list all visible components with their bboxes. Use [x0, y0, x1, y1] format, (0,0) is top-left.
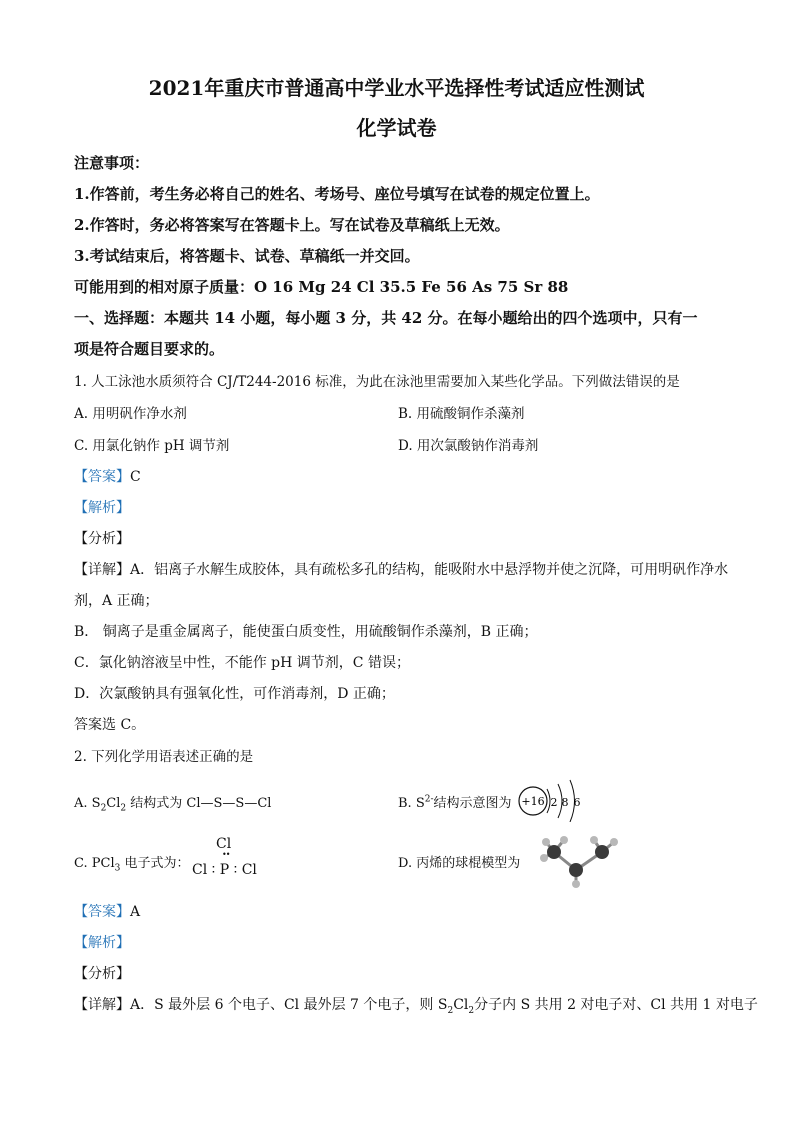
- q1-detail-line: 【详解】A．铝离子水解生成胶体，具有疏松多孔的结构，能吸附水中悬浮物并使之沉降，可用明矾作净水: [74, 562, 729, 578]
- q1-stem: 1. 人工泳池水质须符合 CJ/T244-2016 标准，为此在泳池里需要加入某些化学品。下列做法错误的是: [74, 374, 680, 390]
- q1-option-d: D. 用次氯酸钠作消毒剂: [398, 438, 539, 454]
- propene-ball-stick-model: [540, 832, 620, 888]
- q2-b-text: B. S: [398, 796, 425, 811]
- q2-fenxi: 【分析】: [74, 966, 130, 982]
- pcl3-row: Cl ∶ P ∶ Cl: [192, 862, 257, 878]
- answer-tag: 【答案】: [74, 904, 130, 920]
- carbon-atom: [595, 845, 609, 859]
- q2-a-text: A. S: [74, 796, 101, 811]
- hydrogen-atom: [560, 836, 568, 844]
- section-heading-cont: 项是符合题目要求的。: [74, 340, 225, 358]
- pcl3-top-cl: Cl: [216, 836, 232, 852]
- q1-option-a: A. 用明矾作净水剂: [74, 406, 187, 422]
- carbon-atom: [547, 845, 561, 859]
- q2-option-c: [74, 852, 189, 874]
- q2-detail-line: [74, 994, 758, 1016]
- q1-option-c: C. 用氯化钠作 pH 调节剂: [74, 438, 230, 454]
- shell-electron-count: 8: [561, 796, 569, 809]
- q1-answer: [74, 466, 141, 486]
- section-heading: 一、选择题：本题共 14 小题，每小题 3 分，共 42 分。在每小题给出的四个选项中，只有一: [74, 309, 698, 327]
- q1-detail-line: C．氯化钠溶液呈中性，不能作 pH 调节剂，C 错误；: [74, 655, 410, 671]
- hydrogen-atom: [542, 838, 550, 846]
- q2-b-text: 结构示意图为: [433, 796, 512, 811]
- notice-item: 2.作答时，务必将答案写在答题卡上。写在试卷及草稿纸上无效。: [74, 216, 510, 234]
- hydrogen-atom: [540, 854, 548, 862]
- q2-detail-text: Cl: [453, 997, 469, 1013]
- nucleus-charge: +16: [521, 795, 545, 808]
- hydrogen-atom: [590, 836, 598, 844]
- notice-heading: 注意事项：: [74, 154, 150, 172]
- q2-c-sub: 3: [114, 863, 121, 874]
- notice-item: 3.考试结束后，将答题卡、试卷、草稿纸一并交回。: [74, 247, 420, 265]
- q1-detail-line: D．次氯酸钠具有强氧化性，可作消毒剂，D 正确；: [74, 686, 395, 702]
- hydrogen-atom: [572, 880, 580, 888]
- q1-detail-line: 答案选 C。: [74, 717, 146, 733]
- sulfur-ion-structure-diagram: [516, 776, 588, 822]
- pcl3-dots: ••: [222, 850, 230, 859]
- shell-electron-count: 6: [573, 796, 581, 809]
- answer-value: C: [130, 469, 141, 485]
- page-subtitle: 化学试卷: [356, 116, 437, 140]
- q2-detail-sub: 2: [447, 1005, 454, 1016]
- q2-option-a: [74, 792, 271, 814]
- q1-detail-line: B． 铜离子是重金属离子，能使蛋白质变性，用硫酸铜作杀藻剂，B 正确；: [74, 624, 538, 640]
- q1-detail-line: 剂，A 正确；: [74, 593, 159, 609]
- q1-jiexi-tag: 【解析】: [74, 500, 130, 516]
- q2-jiexi-tag: 【解析】: [74, 935, 130, 951]
- shell-electron-count: 2: [550, 796, 558, 809]
- q2-answer: [74, 901, 140, 921]
- q2-detail-sub: 2: [468, 1005, 475, 1016]
- notice-item: 1.作答前，考生务必将自己的姓名、考场号、座位号填写在试卷的规定位置上。: [74, 185, 600, 203]
- answer-tag: 【答案】: [74, 469, 130, 485]
- answer-value: A: [130, 904, 141, 920]
- q2-b-sup: 2-: [424, 794, 434, 805]
- pcl3-electron-formula: [192, 836, 262, 884]
- q2-a-text: Cl: [106, 796, 121, 811]
- q2-a-text: 结构式为 Cl—S—S—Cl: [126, 796, 272, 811]
- atomic-mass-line: 可能用到的相对原子质量：O 16 Mg 24 Cl 35.5 Fe 56 As 75 Sr 88: [74, 278, 569, 296]
- q2-option-b: [398, 792, 512, 811]
- carbon-atom: [569, 863, 583, 877]
- q2-detail-text: 分子内 S 共用 2 对电子对、Cl 共用 1 对电子: [474, 997, 758, 1013]
- q2-a-sub: 2: [120, 803, 127, 814]
- q2-c-text: C. PCl: [74, 856, 115, 871]
- q2-detail-text: 【详解】A．S 最外层 6 个电子、Cl 最外层 7 个电子，则 S: [74, 997, 448, 1013]
- q2-c-text: 电子式为：: [120, 856, 190, 871]
- q2-stem: 2. 下列化学用语表述正确的是: [74, 749, 254, 765]
- q2-a-sub: 2: [100, 803, 107, 814]
- q1-option-b: B. 用硫酸铜作杀藻剂: [398, 406, 525, 422]
- page-title: 2021年重庆市普通高中学业水平选择性考试适应性测试: [148, 76, 645, 100]
- hydrogen-atom: [610, 838, 618, 846]
- q1-fenxi: 【分析】: [74, 531, 130, 547]
- q2-option-d: D. 丙烯的球棍模型为: [398, 856, 521, 871]
